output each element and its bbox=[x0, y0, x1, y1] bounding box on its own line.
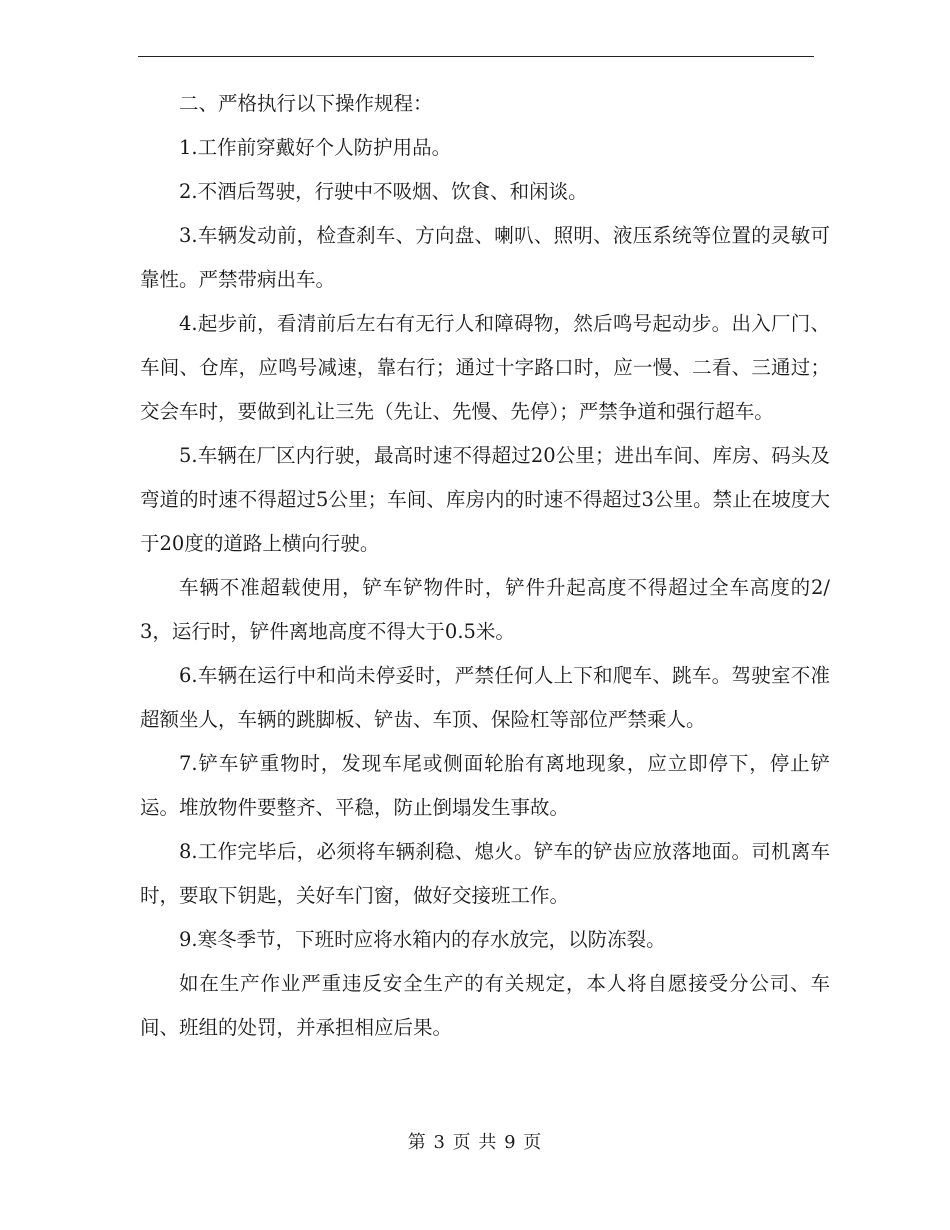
page-number: 第 3 页 共 9 页 bbox=[407, 1132, 543, 1153]
rule-paragraph-5: 5.车辆在厂区内行驶，最高时速不得超过20公里；进出车间、库房、码头及弯道的时速不得超过5公里；车间、库房内的时速不得超过3公里。禁止在坡度大于20度的道路上横向行驶。 bbox=[140, 444, 830, 555]
rule-paragraph-3: 3.车辆发动前，检查刹车、方向盘、喇叭、照明、液压系统等位置的灵敏可靠性。严禁带病出车。 bbox=[140, 224, 830, 291]
section-heading: 二、严格执行以下操作规程： bbox=[179, 92, 433, 115]
header-rule bbox=[138, 56, 814, 57]
closing-paragraph: 如在生产作业严重违反安全生产的有关规定，本人将自愿接受分公司、车间、班组的处罚，并承担相应后果。 bbox=[140, 972, 830, 1039]
rule-paragraph-2: 2.不酒后驾驶，行驶中不吸烟、饮食、和闲谈。 bbox=[179, 180, 588, 203]
document-body bbox=[140, 82, 830, 1050]
rule-paragraph-7: 7.铲车铲重物时，发现车尾或侧面轮胎有离地现象，应立即停下，停止铲运。堆放物件要整齐、平稳，防止倒塌发生事故。 bbox=[140, 752, 830, 819]
rule-paragraph-1: 1.工作前穿戴好个人防护用品。 bbox=[179, 136, 452, 159]
rule-paragraph-8: 8.工作完毕后，必须将车辆刹稳、熄火。铲车的铲齿应放落地面。司机离车时，要取下钥匙，关好车门窗，做好交接班工作。 bbox=[140, 840, 830, 907]
rule-paragraph-6: 6.车辆在运行中和尚未停妥时，严禁任何人上下和爬车、跳车。驾驶室不准超额坐人，车辆的跳脚板、铲齿、车顶、保险杠等部位严禁乘人。 bbox=[140, 664, 830, 731]
rule-paragraph-4: 4.起步前，看清前后左右有无行人和障碍物，然后鸣号起动步。出入厂门、车间、仓库，应鸣号减速，靠右行；通过十字路口时，应一慢、二看、三通过；交会车时，要做到礼让三先（先让、先慢、先停）；严禁争道和强行超车。 bbox=[140, 312, 830, 423]
rule-paragraph-9: 9.寒冬季节，下班时应将水箱内的存水放完，以防冻裂。 bbox=[179, 928, 666, 951]
rule-paragraph-5-note: 车辆不准超载使用，铲车铲物件时，铲件升起高度不得超过全车高度的2/3，运行时，铲件离地高度不得大于0.5米。 bbox=[140, 576, 830, 643]
